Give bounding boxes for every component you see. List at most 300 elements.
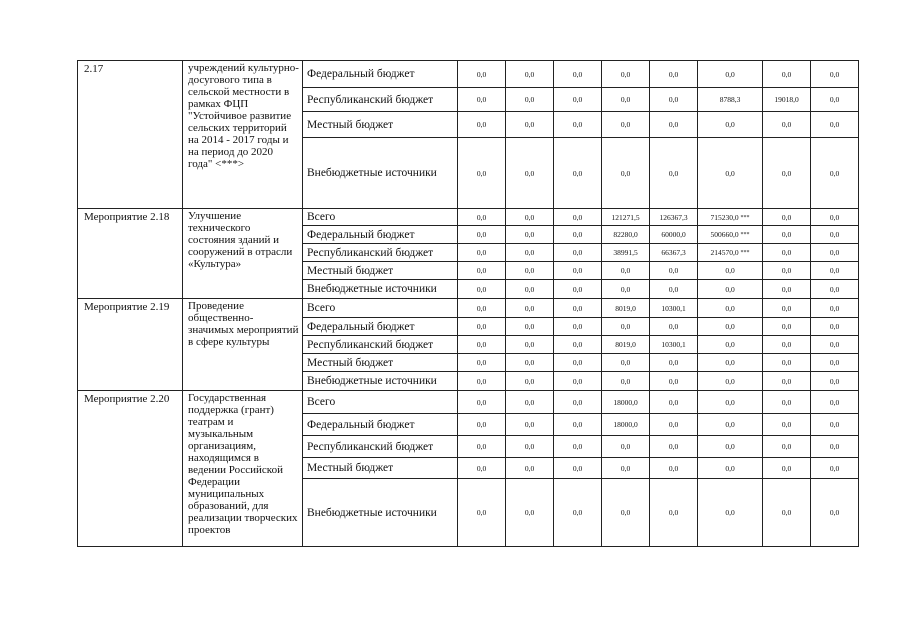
amount-value: 0,0 [524, 284, 535, 294]
amount-value: 0,0 [476, 168, 487, 178]
amount-cell [506, 244, 554, 262]
amount-cell [554, 372, 602, 391]
amount-value: 0,0 [476, 322, 487, 331]
amount-cell [698, 226, 763, 244]
amount-value: 0,0 [829, 340, 840, 349]
amount-cell [763, 280, 811, 299]
amount-value: 0,0 [781, 442, 792, 451]
amount-cell [458, 414, 506, 436]
amount-value: 0,0 [572, 303, 583, 313]
amount-cell [458, 479, 506, 547]
amount-value: 0,0 [668, 358, 679, 367]
amount-value: 0,0 [572, 266, 583, 275]
amount-cell [650, 372, 698, 391]
amount-cell [506, 458, 554, 479]
amount-cell [554, 458, 602, 479]
amount-cell [458, 372, 506, 391]
amount-cell [811, 61, 859, 88]
amount-cell [602, 209, 650, 226]
amount-cell [698, 372, 763, 391]
amount-cell [763, 391, 811, 414]
amount-cell [763, 458, 811, 479]
amount-cell [698, 112, 763, 138]
amount-value: 0,0 [668, 284, 679, 294]
amount-value: 0,0 [476, 248, 487, 257]
amount-cell [650, 318, 698, 336]
amount-cell [554, 209, 602, 226]
amount-value: 0,0 [829, 420, 840, 429]
amount-cell [602, 436, 650, 458]
amount-value: 0,0 [524, 358, 535, 367]
amount-value: 0,0 [476, 358, 487, 367]
amount-value: 0,0 [781, 322, 792, 331]
amount-value: 38991,5 [613, 248, 638, 257]
amount-cell [811, 458, 859, 479]
amount-cell [602, 88, 650, 112]
amount-cell [458, 262, 506, 280]
amount-value: 0,0 [781, 230, 792, 239]
amount-value: 0,0 [620, 120, 631, 129]
amount-cell [763, 61, 811, 88]
amount-cell [650, 354, 698, 372]
amount-cell [698, 280, 763, 299]
amount-value: 0,0 [725, 376, 735, 386]
amount-cell [698, 262, 763, 280]
amount-value: 0,0 [524, 397, 535, 407]
amount-value: 0,0 [476, 120, 487, 129]
amount-value: 121271,5 [611, 212, 640, 222]
amount-value: 0,0 [572, 168, 583, 178]
amount-cell [650, 436, 698, 458]
amount-value: 0,0 [668, 442, 679, 451]
amount-cell [650, 138, 698, 209]
amount-cell [763, 226, 811, 244]
funding-source-cell: Республиканский бюджет [303, 88, 458, 112]
amount-cell [698, 479, 763, 547]
amount-cell [458, 280, 506, 299]
amount-value: 0,0 [668, 508, 679, 517]
amount-value: 0,0 [668, 397, 679, 407]
amount-value: 0,0 [668, 266, 679, 275]
amount-value: 0,0 [781, 420, 792, 429]
amount-value: 0,0 [668, 69, 679, 79]
amount-value: 0,0 [829, 376, 840, 386]
amount-value: 0,0 [524, 212, 535, 222]
amount-value: 0,0 [476, 463, 487, 473]
amount-value: 0,0 [668, 120, 679, 129]
amount-value: 0,0 [725, 508, 735, 517]
amount-value: 0,0 [476, 376, 487, 386]
amount-cell [602, 354, 650, 372]
amount-cell [811, 244, 859, 262]
amount-cell [506, 209, 554, 226]
amount-cell [554, 354, 602, 372]
amount-value: 0,0 [829, 230, 840, 239]
amount-value: 0,0 [524, 168, 535, 178]
amount-value: 715230,0 [710, 212, 739, 222]
amount-cell [763, 354, 811, 372]
amount-cell [811, 138, 859, 209]
amount-cell [602, 391, 650, 414]
amount-cell [554, 299, 602, 318]
amount-cell [506, 280, 554, 299]
footnote-marker: *** [740, 250, 750, 256]
amount-value: 0,0 [476, 340, 487, 349]
amount-value: 0,0 [524, 322, 535, 331]
amount-cell [602, 336, 650, 354]
amount-value: 0,0 [725, 284, 735, 294]
amount-value: 0,0 [829, 212, 840, 222]
amount-value: 8788,3 [719, 95, 741, 104]
amount-cell [506, 226, 554, 244]
amount-cell [763, 262, 811, 280]
funding-source-cell: Внебюджетные источники [303, 479, 458, 547]
amount-value: 0,0 [572, 248, 583, 257]
amount-cell [506, 318, 554, 336]
amount-cell [811, 299, 859, 318]
amount-value: 0,0 [620, 95, 631, 104]
amount-value: 0,0 [572, 508, 583, 517]
amount-cell [650, 391, 698, 414]
funding-source-cell: Внебюджетные источники [303, 138, 458, 209]
measure-id-cell: Мероприятие 2.19 [78, 299, 183, 391]
amount-cell [698, 414, 763, 436]
amount-value: 0,0 [572, 230, 583, 239]
amount-cell [506, 61, 554, 88]
amount-cell [458, 244, 506, 262]
footnote-marker: *** [740, 214, 750, 221]
amount-value: 0,0 [572, 340, 583, 349]
amount-value: 0,0 [476, 69, 487, 79]
amount-value: 214570,0 [710, 248, 739, 257]
funding-source-cell: Всего [303, 209, 458, 226]
amount-cell [602, 226, 650, 244]
amount-cell [458, 138, 506, 209]
amount-cell [458, 88, 506, 112]
amount-value: 0,0 [476, 442, 487, 451]
amount-value: 0,0 [572, 284, 583, 294]
amount-cell [763, 138, 811, 209]
amount-value: 0,0 [620, 376, 631, 386]
measure-id-cell: Мероприятие 2.18 [78, 209, 183, 299]
amount-cell [602, 318, 650, 336]
measure-id-cell: 2.17 [78, 61, 183, 209]
amount-cell [650, 479, 698, 547]
amount-value: 8019,0 [615, 340, 636, 349]
amount-value: 0,0 [524, 420, 535, 429]
amount-value: 0,0 [620, 358, 631, 367]
amount-value: 0,0 [572, 69, 583, 79]
amount-cell [650, 336, 698, 354]
amount-cell [554, 138, 602, 209]
amount-cell [506, 414, 554, 436]
amount-value: 0,0 [476, 303, 487, 313]
amount-cell [458, 436, 506, 458]
amount-value: 0,0 [781, 303, 792, 313]
amount-value: 0,0 [725, 420, 735, 429]
amount-cell [506, 354, 554, 372]
amount-cell [763, 209, 811, 226]
funding-source-cell: Всего [303, 299, 458, 318]
amount-value: 0,0 [476, 397, 487, 407]
amount-value: 0,0 [725, 69, 735, 79]
amount-cell [650, 280, 698, 299]
amount-cell [506, 391, 554, 414]
amount-value: 0,0 [781, 397, 792, 407]
funding-source-cell: Местный бюджет [303, 262, 458, 280]
amount-value: 0,0 [620, 442, 631, 451]
funding-source-cell: Внебюджетные источники [303, 372, 458, 391]
amount-value: 0,0 [572, 463, 583, 473]
amount-value: 60000,0 [661, 230, 686, 239]
amount-value: 0,0 [829, 397, 840, 407]
amount-cell [602, 262, 650, 280]
amount-value: 0,0 [829, 266, 840, 275]
amount-value: 0,0 [668, 463, 679, 473]
amount-value: 18000,0 [613, 420, 638, 429]
amount-cell [554, 280, 602, 299]
amount-value: 0,0 [572, 212, 583, 222]
amount-cell [506, 112, 554, 138]
amount-value: 18000,0 [613, 397, 638, 407]
amount-cell [650, 112, 698, 138]
amount-value: 0,0 [524, 340, 535, 349]
amount-cell [458, 354, 506, 372]
amount-cell [602, 244, 650, 262]
amount-value: 0,0 [476, 230, 487, 239]
amount-cell [650, 209, 698, 226]
amount-value: 8019,0 [615, 303, 636, 313]
amount-cell [554, 318, 602, 336]
amount-value: 0,0 [524, 303, 535, 313]
amount-value: 0,0 [668, 322, 679, 331]
amount-value: 0,0 [524, 442, 535, 451]
measure-description-cell: учреждений культурно-досугового типа в сельской местности в рамках ФЦП "Устойчивое развитие сельских территорий на 2014 - 2017 годы и на период до 2020 года" <***> [183, 61, 303, 209]
amount-value: 0,0 [620, 284, 631, 294]
amount-cell [506, 262, 554, 280]
funding-source-cell: Местный бюджет [303, 112, 458, 138]
funding-source-cell: Республиканский бюджет [303, 244, 458, 262]
amount-value: 0,0 [476, 420, 487, 429]
amount-cell [458, 336, 506, 354]
amount-value: 126367,3 [659, 212, 688, 222]
amount-cell [602, 61, 650, 88]
amount-cell [763, 336, 811, 354]
amount-value: 0,0 [524, 508, 535, 517]
amount-value: 0,0 [572, 322, 583, 331]
amount-cell [458, 391, 506, 414]
amount-cell [811, 226, 859, 244]
amount-cell [458, 61, 506, 88]
measure-description-cell: Улучшение технического состояния зданий и сооружений в отрасли «Культура» [183, 209, 303, 299]
amount-cell [811, 318, 859, 336]
amount-cell [698, 391, 763, 414]
amount-value: 82280,0 [613, 230, 638, 239]
amount-cell [602, 138, 650, 209]
amount-cell [506, 436, 554, 458]
amount-cell [554, 226, 602, 244]
measure-description-cell: Государственная поддержка (грант) театрам и музыкальным организациям, находящимся в ведении Российской Федерации муниципальных образований, для реализации творческих проектов [183, 391, 303, 547]
amount-value: 500660,0 [710, 230, 739, 239]
amount-cell [506, 479, 554, 547]
amount-value: 0,0 [725, 322, 735, 331]
amount-value: 0,0 [829, 168, 840, 178]
amount-value: 0,0 [781, 168, 792, 178]
amount-cell [650, 244, 698, 262]
table-row [78, 61, 859, 88]
table-row [78, 299, 859, 318]
amount-value: 10300,1 [661, 303, 686, 313]
amount-cell [763, 436, 811, 458]
measure-description-cell: Проведение общественно-значимых мероприятий в сфере культуры [183, 299, 303, 391]
amount-value: 0,0 [572, 376, 583, 386]
amount-cell [650, 61, 698, 88]
amount-cell [554, 336, 602, 354]
amount-cell [763, 318, 811, 336]
amount-cell [698, 336, 763, 354]
funding-source-cell: Федеральный бюджет [303, 61, 458, 88]
amount-cell [458, 318, 506, 336]
amount-value: 0,0 [524, 376, 535, 386]
amount-cell [698, 244, 763, 262]
amount-value: 66367,3 [661, 248, 686, 257]
amount-cell [698, 209, 763, 226]
amount-value: 0,0 [620, 508, 631, 517]
amount-value: 0,0 [476, 212, 487, 222]
amount-cell [506, 88, 554, 112]
amount-value: 19018,0 [774, 95, 799, 104]
amount-value: 0,0 [572, 120, 583, 129]
amount-cell [602, 479, 650, 547]
amount-value: 0,0 [829, 120, 840, 129]
amount-cell [811, 354, 859, 372]
amount-value: 0,0 [524, 266, 535, 275]
amount-cell [506, 138, 554, 209]
funding-source-cell: Федеральный бюджет [303, 414, 458, 436]
amount-value: 0,0 [620, 266, 631, 275]
table-row [78, 391, 859, 414]
amount-cell [602, 112, 650, 138]
amount-cell [811, 336, 859, 354]
amount-value: 0,0 [829, 508, 840, 517]
amount-value: 0,0 [829, 69, 840, 79]
amount-cell [698, 354, 763, 372]
amount-value: 0,0 [572, 442, 583, 451]
amount-cell [554, 88, 602, 112]
funding-source-cell: Республиканский бюджет [303, 336, 458, 354]
amount-value: 0,0 [524, 463, 535, 473]
amount-cell [811, 436, 859, 458]
amount-value: 0,0 [781, 212, 792, 222]
amount-value: 0,0 [725, 120, 735, 129]
funding-source-cell: Местный бюджет [303, 354, 458, 372]
amount-value: 0,0 [725, 168, 735, 178]
amount-cell [811, 112, 859, 138]
amount-value: 0,0 [476, 284, 487, 294]
amount-cell [763, 244, 811, 262]
amount-value: 0,0 [781, 340, 792, 349]
amount-cell [554, 414, 602, 436]
amount-value: 0,0 [725, 463, 735, 473]
amount-cell [698, 61, 763, 88]
amount-value: 0,0 [829, 284, 840, 294]
amount-value: 0,0 [476, 508, 487, 517]
amount-cell [554, 479, 602, 547]
amount-cell [763, 414, 811, 436]
amount-cell [554, 112, 602, 138]
amount-cell [554, 244, 602, 262]
amount-value: 0,0 [620, 69, 631, 79]
amount-cell [602, 414, 650, 436]
amount-value: 0,0 [524, 248, 535, 257]
amount-value: 0,0 [725, 358, 735, 367]
amount-cell [554, 436, 602, 458]
amount-cell [811, 280, 859, 299]
amount-value: 0,0 [572, 95, 583, 104]
amount-value: 0,0 [781, 508, 792, 517]
amount-value: 0,0 [829, 442, 840, 451]
amount-value: 0,0 [829, 358, 840, 367]
amount-cell [458, 209, 506, 226]
budget-table [77, 60, 859, 547]
amount-value: 0,0 [725, 303, 735, 313]
amount-value: 0,0 [781, 69, 792, 79]
amount-value: 0,0 [725, 442, 735, 451]
amount-value: 0,0 [829, 303, 840, 313]
amount-value: 0,0 [524, 69, 535, 79]
table-row [78, 209, 859, 226]
measure-id-cell: Мероприятие 2.20 [78, 391, 183, 547]
amount-cell [763, 112, 811, 138]
amount-value: 0,0 [781, 266, 792, 275]
amount-value: 0,0 [668, 168, 679, 178]
amount-cell [763, 299, 811, 318]
table-body [78, 61, 859, 547]
amount-cell [698, 436, 763, 458]
amount-cell [698, 458, 763, 479]
amount-value: 0,0 [829, 248, 840, 257]
amount-value: 0,0 [781, 120, 792, 129]
funding-source-cell: Федеральный бюджет [303, 318, 458, 336]
amount-value: 0,0 [524, 120, 535, 129]
amount-value: 0,0 [781, 248, 792, 257]
amount-value: 0,0 [524, 95, 535, 104]
amount-cell [506, 336, 554, 354]
amount-cell [698, 299, 763, 318]
amount-cell [458, 112, 506, 138]
amount-cell [650, 262, 698, 280]
amount-cell [698, 318, 763, 336]
amount-cell [811, 372, 859, 391]
amount-value: 0,0 [572, 420, 583, 429]
amount-value: 0,0 [572, 358, 583, 367]
funding-source-cell: Всего [303, 391, 458, 414]
funding-source-cell: Федеральный бюджет [303, 226, 458, 244]
amount-value: 0,0 [476, 95, 487, 104]
amount-cell [554, 262, 602, 280]
amount-value: 0,0 [668, 420, 679, 429]
footnote-marker: *** [740, 232, 750, 238]
amount-value: 0,0 [476, 266, 487, 275]
amount-cell [650, 414, 698, 436]
amount-cell [554, 61, 602, 88]
amount-value: 0,0 [829, 322, 840, 331]
amount-cell [506, 299, 554, 318]
amount-cell [811, 414, 859, 436]
amount-cell [602, 280, 650, 299]
amount-cell [698, 88, 763, 112]
amount-cell [811, 262, 859, 280]
